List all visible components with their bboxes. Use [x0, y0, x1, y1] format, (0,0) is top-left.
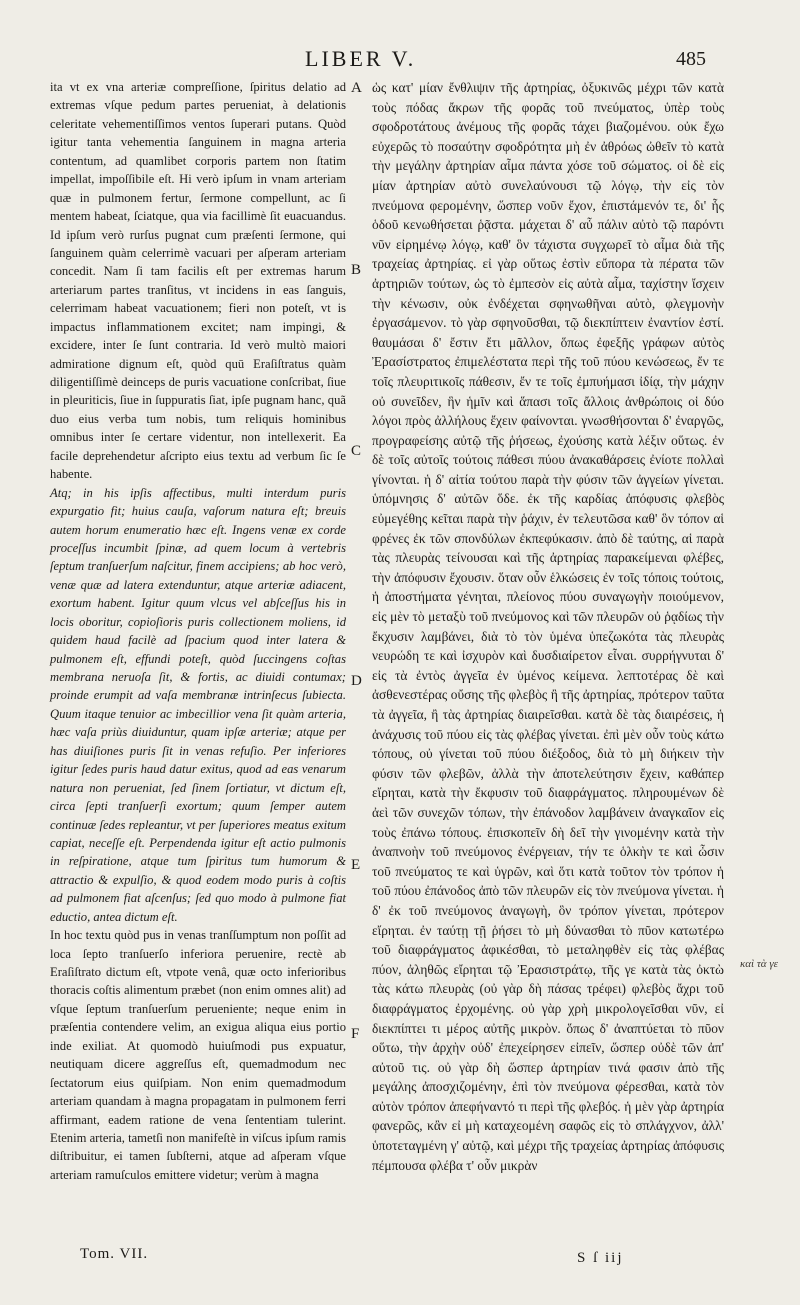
section-letter-a: A	[351, 80, 362, 96]
latin-column	[50, 78, 346, 1184]
running-head	[0, 46, 800, 76]
section-letter-c: C	[351, 443, 362, 459]
page-number: 485	[676, 48, 706, 70]
signature-mark: S ſ iij	[577, 1250, 624, 1266]
running-title: LIBER V.	[305, 46, 417, 71]
greek-column	[372, 78, 724, 1175]
section-letter-f: F	[351, 1026, 360, 1042]
greek-text: ὡς κατ' μίαν ἔνθλιψιν τῆς ἀρτηρίας, ὀξυκινῶς μέχρι τῶν κατὰ τοὺς πόδας ἄκρων τῆς φορᾶς τοῦ πνεύματος, ὑπὲρ τοὺς σφοδροτάτους ἀνέμους τῆς φορᾶς τάχει βιαζομένου. οὐκ ἔχω εὐχερῶς τὸ ποσαύτην σφοδρότητα μὴ ἐν ἀθρόως ὠθεῖν τὸ κατὰ τὴν μεγάλην ἀρτηρίαν αἷμα πάντα χόσε τοῦ σώματος. οἱ δὲ εἰς μίαν ἀρτηρίαν αὐτὸ συνελαύνουσι τῷ λόγῳ, τὴν εἰς τὸν πνεύμονα φερομένην, ὥσπερ νοῦν ἔχον, ἐπιστάμενόν τε, δι' ἧς ὁδοῦ κενωθήσεται ῥᾷστα. μάχεται δ' αὖ πάλιν αὐτὸ τῷ παρόντι νῦν εἰρημένῳ λόγῳ, καθ' ὃν τάχιστα συγχωρεῖ τὸ αἷμα διὰ τῆς τραχείας ἀρτηρίας. εἰ γὰρ οὕτως ἐστὶν εὔπορα τὰ πέρατα τῶν ἀρτηριῶν τούτων, ὡς τὸ ἐμπεσὸν εἰς αὐτὰ αἷμα, ταχίστην ἴσχειν τὴν κένωσιν, οὐκ ἐνδέχεται σφηνωθῆναι αὐτὸ, φλεγμονὴν ἐργασάμενον. τὸ γὰρ σφηνοῦσθαι, τῷ διεκπίπτειν ἐναντίον ἐστί. θαυμάσαι δ' ἔστιν ἔτι μᾶλλον, ὅπως ἐφεξῆς γράφων αὐτὸς Ἐρασίστρατος ἐπιμελέστατα περὶ τῆς τοῦ πύου κενώσεως, ἔν τε τοῖς πλευριτικοῖς πάθεσιν, ἔν τε τοῖς ἐμπυήμασι ἰδίᾳ, τὴν μάχην οὐ συνεῖδεν, ἣν ἡμῖν καὶ ἅπασι τοῖς ἄλλοις ἀνθρώποις οἱ δύο λόγοι πρὸς ἀλλήλους ἔχειν φαίνονται. γνωσθήσονται δ' ἐναργῶς, προγραφείσης αὐτῷ τῆς ῥήσεως, ἐχούσης κατὰ λέξιν οὕτως. ἐν δὲ τοῖς αὐτοῖς τούτοις πάθεσι πύου ἀνακαθάρσεις ἐνίοτε πολλαὶ γίνονται. ἡ δ' αἰτία τούτου παρὰ τὴν φύσιν τῶν ἀγγείων γίνεται. ὑπόμνησις δ' αὐτῶν ὅδε. ἐκ τῆς καρδίας ἀπόφυσις φλεβὸς εὐμεγέθης κεῖται παρὰ τὴν ῥάχιν, ἐν τελευτῶσα καθ' ὃν τόπον αἱ φρένες ἐκ τῶν σπονδύλων ἐκπεφύκασιν. ἀπὸ δὲ ταύτης, αἱ παρὰ τὰς πλευρὰς τείνουσαι καὶ τῆς ἀρτηρίας παρακείμεναι φλέβες, τὴν ἀπόφυσιν ἔχουσιν. ὅταν οὖν ἑλκώσεις ἐν τοῖς τόποις τούτοις, ἡ ἀποστήματα γένηται, πλείονος πύου συναγωγὴν ποιούμενον, εἰς μὲν τὸ μεταξὺ τοῦ πνεύμονος καὶ τῶν πλευρῶν οὐ ῥᾳδίως τὴν ἔκχυσιν λαμβάνει, διὰ τὸ τὸν ὑμένα ὑπεζωκότα τὰς πλευρὰς νευρώδη τε καὶ ἰσχυρὸν καὶ δυσδιαίρετον εἶναι. συρρήγνυται δ' εἰς τὰ ἐντὸς ἀγγεῖα ἐν ὑμένος κείμενα. λεπτοτέρας δὲ καὶ ἀσθενεστέρας οὔσης τῆς φλεβὸς ἢ τῆς ἀρτηρίας, πρότερον ταῦτα τὰ ἀγγεῖα, ἢ τὰς ἀρτηρίας διαιρεῖσθαι. κατὰ δὲ τὰς διαιρέσεις, ἡ ἀνάχυσις τοῦ πύου εἰς τὰς φλέβας γίνεται. ἐπὶ μὲν οὖν τοὺς κάτω τόπους, οὐ γίνεται τοῦ πύου διέξοδος, διὰ τὸ μὴ διήκειν τὴν φύσιν τῶν φλεβῶν, ἀλλὰ τὴν ἀποτελεύτησιν ἔχειν, καθάπερ εἴρηται, κατὰ τὴν ἔκφυσιν τοῦ διαφράγματος. πληρουμένων δὲ ἀεὶ τῶν συνεχῶν τόπων, τὴν ἐπάνοδον λαμβάνειν ἀναγκαῖον εἰς τοὺς ἐπάνω τόπους. ἐπισκοπεῖν δὴ δεῖ τὴν γινομένην κατὰ τὴν ἀναπνοὴν τοῦ πνεύμονος ἐνέργειαν, τήν τε ὁλκὴν τε καὶ ὦσιν τοῦ πνεύματος τε καὶ ὑγρῶν, καὶ ὅτι κατὰ τοῦτον τὸν τρόπον ἡ τοῦ πύου ἐπάνοδος ἀπὸ τῶν πλευρῶν εἰς τὸν πνεύμονα γίνεται. ἡ δ' ἐκ τοῦ πνεύμονος ἀναγωγὴ, ὃν τρόπον γίνεται, πρότερον εἴρηται. ἐν ταύτῃ τῇ ῥήσει τὸ μὴ δύνασθαι τὸ πῦον κατωτέρω τοῦ διαφράγματος ἀφικέσθαι, τὸ μεταληφθὲν εἰς τὰς φλέβας πύον, ἀληθῶς εἴρηται τῷ Ἐρασιστράτῳ, τῆς γε κατὰ τὰς ὀκτὼ τὰς κάτω πλευρὰς (οὐ γὰρ δὴ πάσας τρέφει) φλεβὸς ἄχρι τοῦ διαφράγματος ἐρχομένης. οὐ γὰρ χρὴ μικρολογεῖσθαι νῦν, εἰ διεκπίπτει τι μέρος αὐτῆς μικρὸν. ὅπως δ' ἀναπτύεται τὸ πῦον οὕτω, τὴν ἀρχὴν οὐδ' ἐπεχείρησεν εἰπεῖν, ὥσπερ οὐδὲ τῶν ἀπ' αὐτοῦ τις. οὐ γὰρ δὴ ὥσπερ ἀρτηρίαν τινά φασιν ἀπὸ τῆς μεγάλης ἀποσχιζομένην, ἐπὶ τὸν πνεύμονα φέρεσθαι, κατὰ τὸν αὐτὸν τρόπον ἀπεφήναντό τι περὶ τῆς φλεβός. ἡ μὲν γὰρ ἀρτηρία φανερῶς, κἂν εἰ μὴ καταχεομένη σαφῶς εἰς τὸ σπλάγχνον, ἀλλ' ὑποτεταγμένη γ' αὐτῷ, καὶ μέχρι τῆς τραχείας ἀρτηρίας ἀπόφυσις πέμπουσα φλέβα τ' οὖν μικρὰν	[372, 80, 724, 1173]
margin-note: καὶ τὰ γε	[740, 958, 778, 970]
volume-footer: Tom. VII.	[80, 1246, 149, 1262]
latin-paragraph: ita vt ex vna arteriæ compreſſione, ſpiritus delatio ad extremas vſque pedum partes perueniat, à delationis celeritate vehementiſſimos ventos ſuperari putans. Quòd igitur tanta vehementia ſanguinem in magna arteria contentum, ad quamlibet corporis partem non ſtatim impellat, impoſſibile eſt. Hi verò ipſum in vnam arteriam quæ in pulmonem fertur, ſermone compellunt, ac ſi mentem habeat, ſciatque, qua via facillimè ſit euacuandus. Id ipſum verò rurſus pugnat cum præſenti ſermone, qui ſanguinem quàm celerrimè vacuari per aſperam arteriam concedit. Nam ſi tam facilis eſt per extremas harum arteriarum partes tranſitus, vt incidens in eas ſanguis, celerrimam habeat vacuationem; fieri non poteſt, vt is impactus inflammationem excitet; nam impingi, & excidere, inter ſe ſunt contraria. Id verò multò maiori admiratione dignum eſt, quòd quū Eraſiſtratus quàm diligentiſſimè deinceps de puris vacuatione conſcribat, ſiue in pleuriticis, ſiue in ſuppuratis ſiat, ipſe pugnam hanc, quã duo eius verba tum nobis, tum reliquis hominibus omnibus inter ſe certare videntur, non intellexerit. Ea facile deprehendetur aſcripto eius textu ad verbum ſic ſe habente.	[50, 80, 346, 482]
latin-closing-paragraph: In hoc textu quòd pus in venas tranſſumptum non poſſit ad loca ſepto tranſuerſo inferiora peruenire, rectè ab Eraſiſtrato dictum eſt, vtpote venâ, quæ octo inferioribus thoracis coſtis alimentum præbet (non enim omnes alit) ad vſque ſeptum tranſuerſum perueniente; neque enim in præſentia contendere velim, an exigua aliqua eius portio inde exiliat. At quomodò huiuſmodi pus expuatur, neutiquam dicere aggreſſus eſt, quemadmodum nec ſectatorum eius quiſpiam. Non enim quemadmodum arteriam quandam à magna propagatam in pulmonem ferri affirmant, eadem ratione de vena ſententiam tulerint. Etenim arteria, tametſi non manifeſtè in viſcus ipſum ramis diſtribuitur, ei tamen ſubſterni, atque ad aſperam vſque arteriam ramuſculos emittere videtur; verùm à magna	[50, 928, 346, 1182]
section-letter-e: E	[351, 857, 361, 873]
latin-quotation: Atq; in his ipſis affectibus, multi interdum puris expurgatio fit; huius cauſa, vaſorum natura eſt; breuis autem horum enumeratio hæc eſt. Ingens venæ ex corde proceſſus incumbit ſpinæ, ad quem locum à vertebris ſeptum tranſuerſum naſcitur, finem accipiens; ab hoc verò, venæ quæ ad latera extenduntur, atque arteriæ adiacent, exortum habent. Igitur quum vlcus vel abſceſſus his in locis oboritur, copioſioris puris collectionem moliens, id quidem haud facilè ad ſpacium quod inter latera & pulmonem eſt, effundi poteſt, quòd ſuccingens coſtas membrana neruoſa ſit, & fortis, ac diuidi contumax; proinde erumpit ad vaſa membranæ intrinſecus ſubiecta. Quum itaque tenuior ac imbecillior vena ſit quàm arteria, hæc vaſa priùs diuiduntur, quam ipſæ arteriæ; atque per has diuiſiones puris ſit in venas refuſio. Per inferiores igitur ſedes puris haud datur exitus, quod ad eas venarum natura non perueniat, ſed ſinem ſortiatur, vt dictum eſt, circa ſepti tranſuerſi exortum; quum ſemper autem continuæ ſedes repleantur, vt per ſuperiores meatus exitum capiat, neceſſe eſt. Perpendenda igitur eſt actio pulmonis in reſpiratione, atque tum ſpiritus tum humorum & attractio & expulſio, & quod eodem modo puris à coſtis ad pulmonem fiat aſcenſus; ſed quo modo à pulmone fiat eductio, antea dictum eſt.	[50, 485, 346, 924]
column-divider	[355, 80, 356, 1250]
section-letter-d: D	[351, 673, 362, 689]
section-letter-b: B	[351, 262, 362, 278]
